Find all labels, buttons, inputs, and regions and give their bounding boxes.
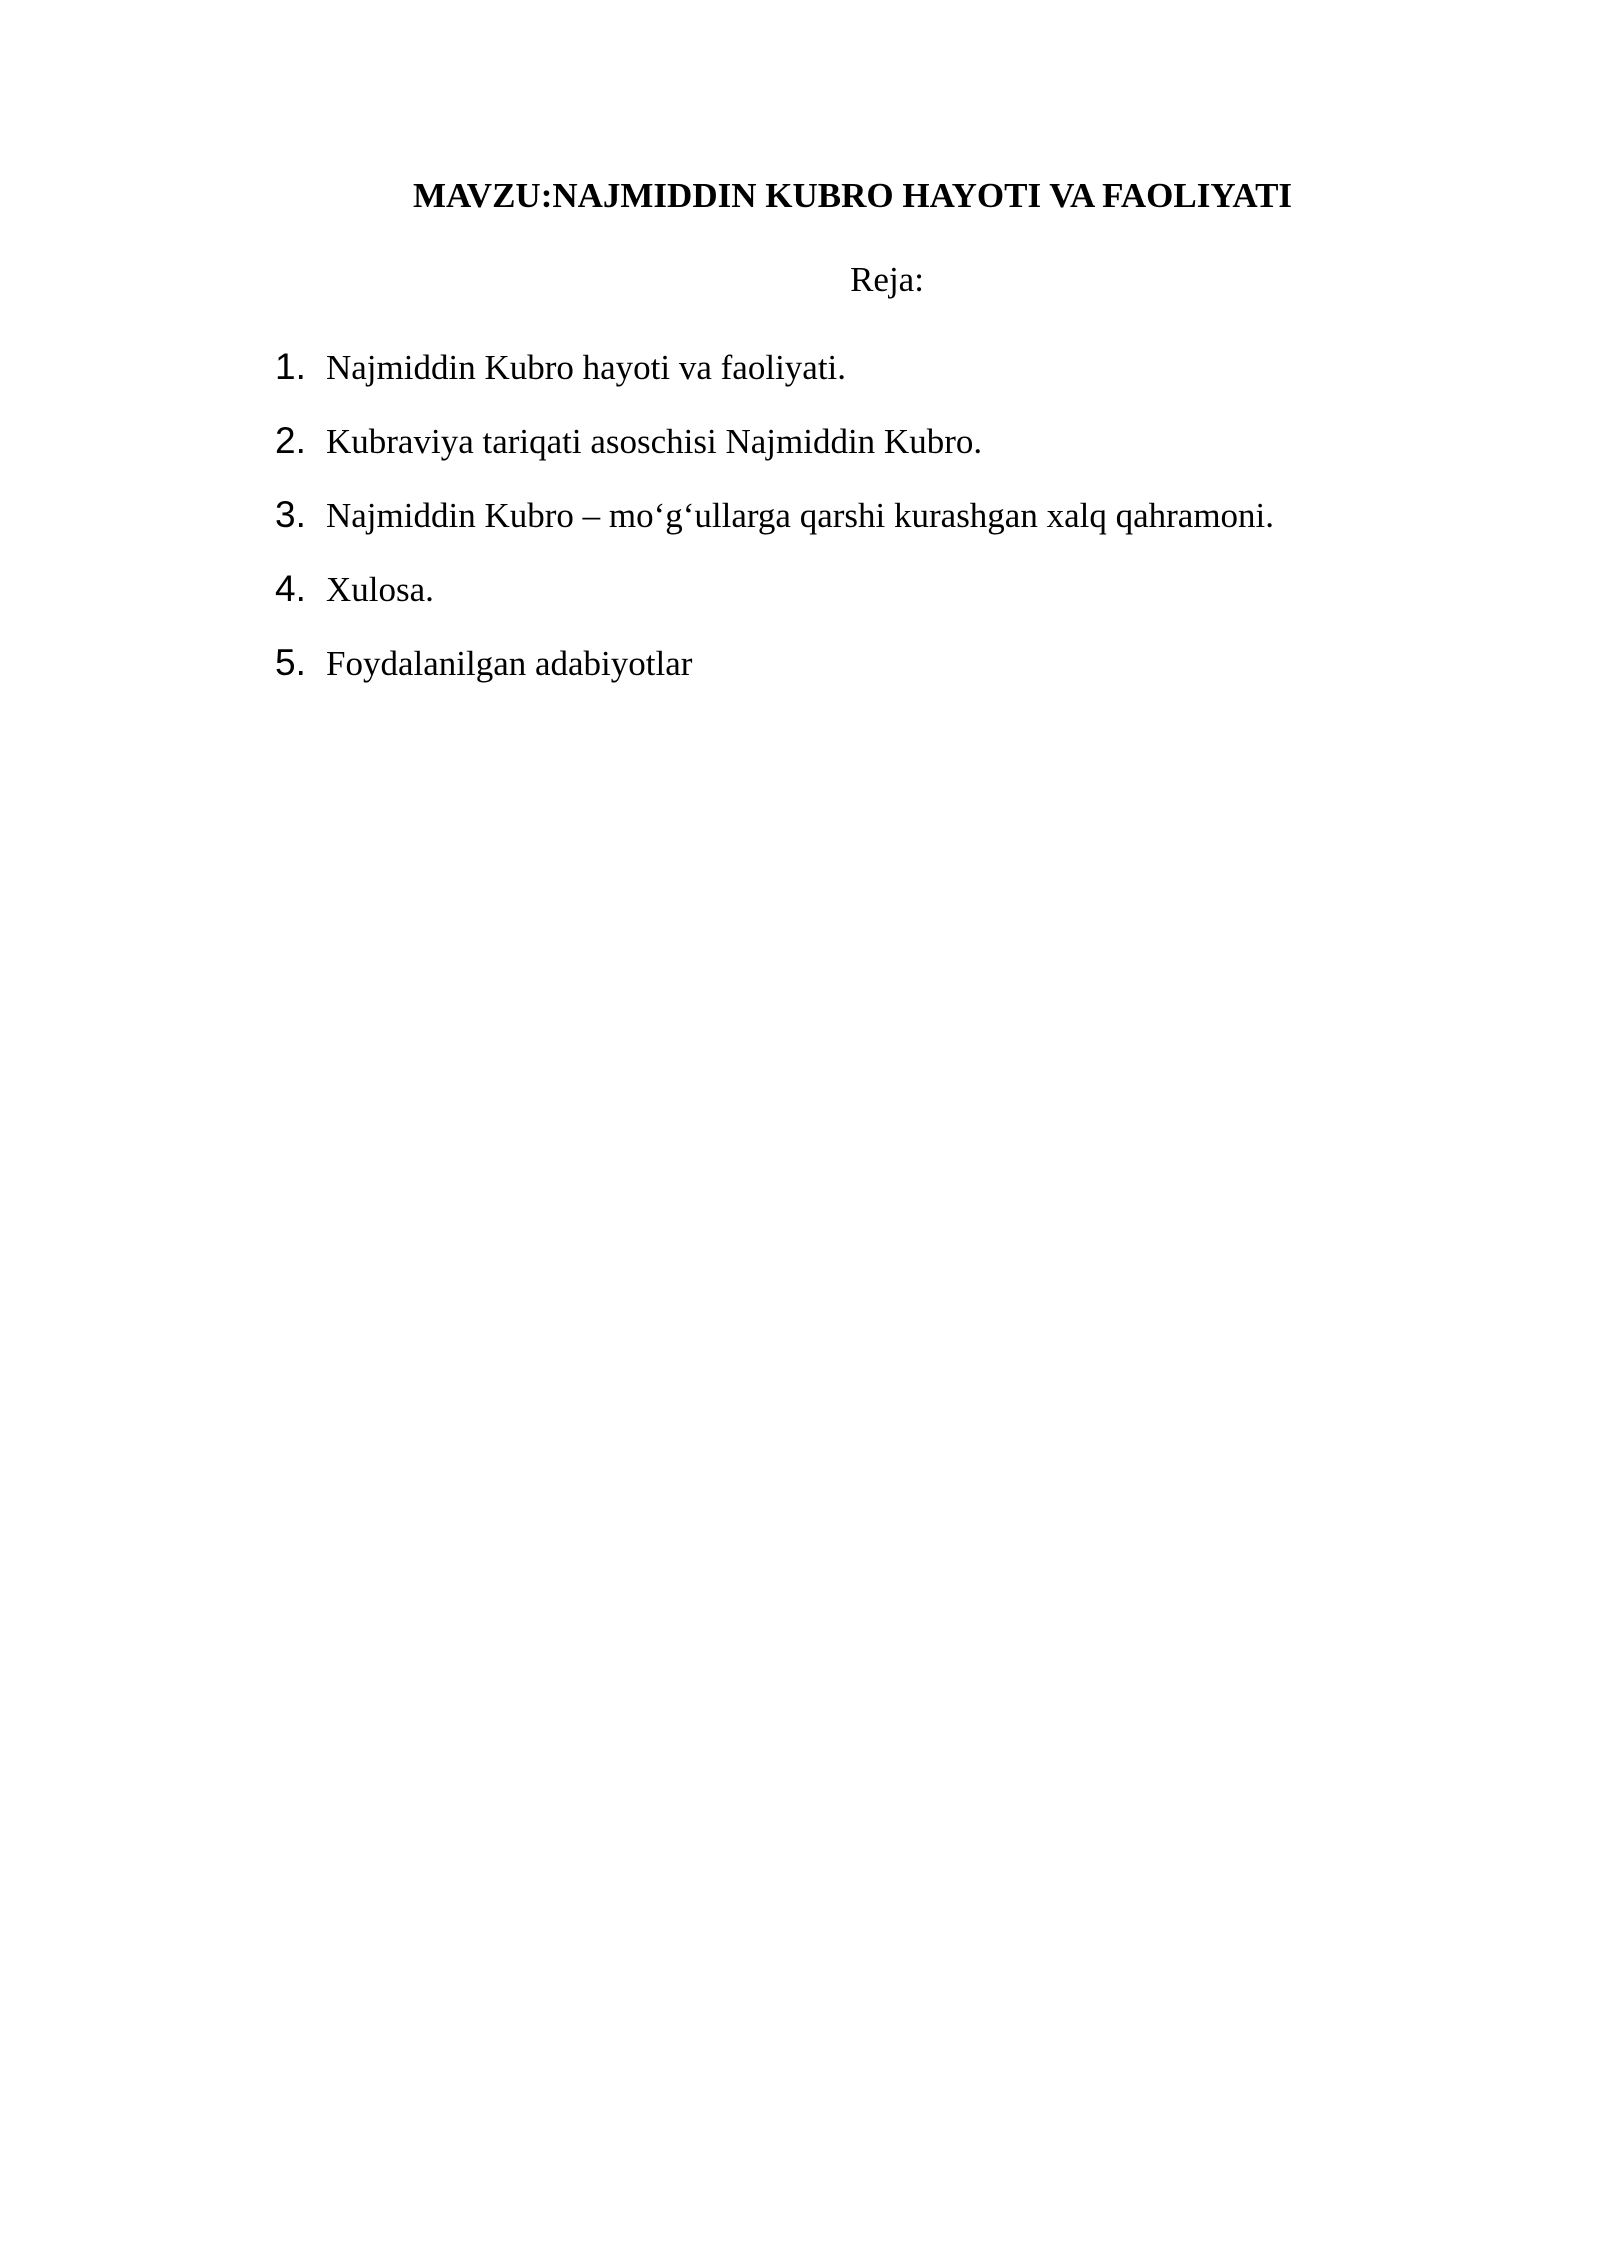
document-title: MAVZU:NAJMIDDIN KUBRO HAYOTI VA FAOLIYATI — [413, 176, 1293, 215]
plan-item — [275, 491, 1274, 565]
plan-item — [275, 565, 1274, 639]
plan-item-number: 3. — [275, 494, 306, 535]
plan-item-text: Najmiddin Kubro hayoti va faoliyati. — [326, 348, 847, 387]
plan-item-text: Kubraviya tariqati asoschisi Najmiddin Kubro. — [326, 422, 983, 461]
plan-item-text: Foydalanilgan adabiyotlar — [326, 644, 693, 683]
plan-item-text: Xulosa. — [326, 570, 434, 609]
plan-item-number: 4. — [275, 568, 306, 609]
plan-item-number: 5. — [275, 642, 306, 683]
plan-item — [275, 639, 1274, 713]
plan-item-number: 1. — [275, 346, 306, 387]
plan-heading: Reja: — [850, 260, 924, 299]
plan-item — [275, 343, 1274, 417]
plan-item-text: Najmiddin Kubro – mo‘g‘ullarga qarshi kurashgan xalq qahramoni. — [326, 496, 1275, 535]
plan-item-number: 2. — [275, 420, 306, 461]
plan-item — [275, 417, 1274, 491]
plan-list — [275, 343, 1274, 713]
